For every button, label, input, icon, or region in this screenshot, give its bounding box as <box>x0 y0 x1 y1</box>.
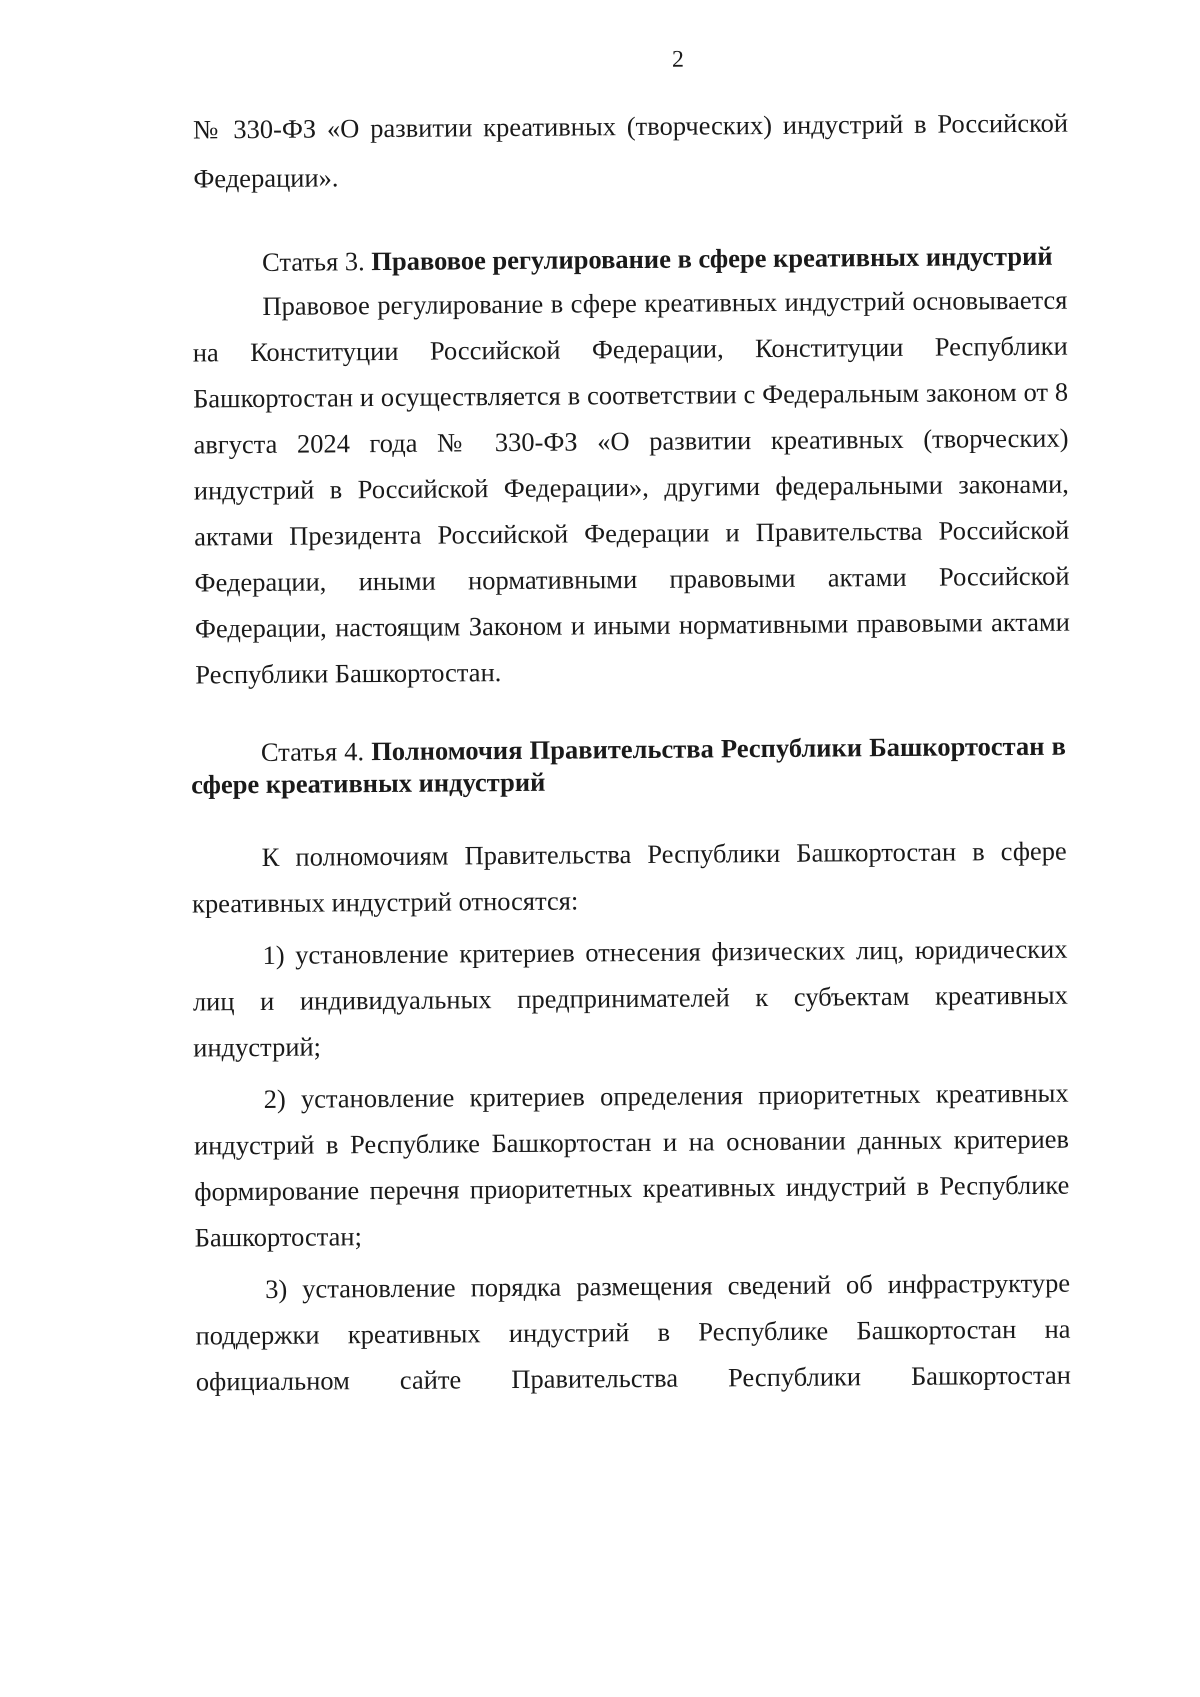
list-item-1: 1) установление критериев отнесения физических лиц, юридических лиц и индивидуальных предпринимателей к субъектам креативных индустрий; <box>192 933 1068 1063</box>
list-item-2: 2) установление критериев определения приоритетных креативных индустрий в Республике Башкортостан и на основании данных критериев формирование перечня приоритетных креативных индустрий в Республике Башкортостан; <box>193 1077 1070 1253</box>
article-4-intro: К полномочиям Правительства Республики Башкортостан в сфере креативных индустрий относятся: <box>191 835 1067 919</box>
intro-block <box>193 99 1069 204</box>
page-number: 2 <box>671 46 685 73</box>
article-3-paragraph: Правовое регулирование в сфере креативных индустрий основывается на Конституции Российской Федерации, Конституции Республики Башкортостан и осуществляется в соответствии с Федеральным законом от 8 августа 2024 года № 330-ФЗ «О развитии креативных (творческих) индустрий в Российской Федерации», другими федеральными законами, актами Президента Российской Федерации и Правительства Российской Федерации, иными нормативными правовыми актами Российской Федерации, настоящим Законом и иными нормативными правовыми актами Республики Башкортостан. <box>192 284 1071 690</box>
article-4 <box>191 730 1071 1405</box>
article-3-prefix: Статья 3. <box>261 246 365 277</box>
article-3-title: Правовое регулирование в сфере креативных индустрий <box>371 240 1053 277</box>
list-item-3: 3) установление порядка размещения сведений об инфраструктуре поддержки креативных индустрий в Республике Башкортостан на официальном сайте Правительства Республики Башкортостан <box>195 1267 1071 1397</box>
article-4-title: Полномочия Правительства Республики Башкортостан в сфере креативных индустрий <box>191 730 1067 800</box>
article-4-prefix: Статья 4. <box>260 736 365 767</box>
intro-paragraph: № 330-ФЗ «О развитии креативных (творческих) индустрий в Российской Федерации». <box>192 107 1069 194</box>
article-3 <box>192 232 1071 698</box>
article-4-heading <box>191 730 1066 801</box>
